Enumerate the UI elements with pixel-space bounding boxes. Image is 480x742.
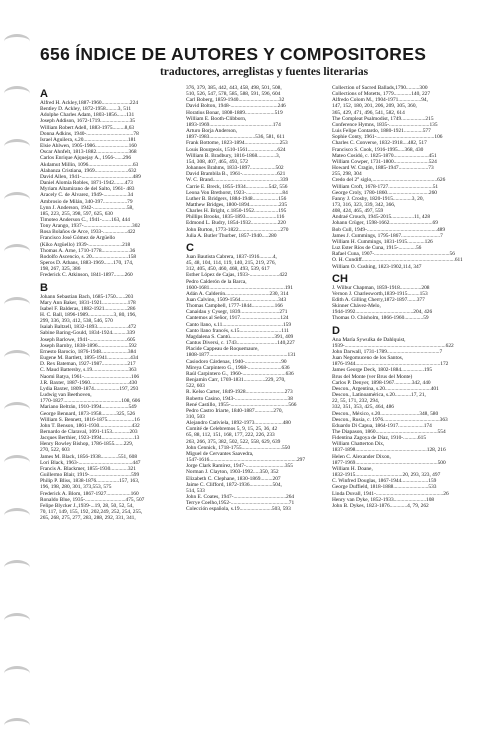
binding-ring-icon — [4, 666, 30, 681]
index-entry: Carl Boberg, 1859-1940..............................32 — [186, 97, 285, 104]
index-entry: 1832-1915...................................20, 293, 323, 497 — [332, 472, 441, 479]
index-entry: 1893-1969...............................................174 — [186, 121, 281, 128]
index-entry: Eugene M. Bartlett, 1895-1941.................434 — [40, 355, 139, 362]
index-entry: 147, 152, 180, 201, 206, 209, 305, 360, — [332, 103, 417, 110]
index-entry: Myriam Altamirano de del Salto, 1961- 483 — [40, 186, 135, 193]
binding-ring-icon — [4, 244, 30, 259]
index-entry: H. C. Ball, 1896-1989...................3, 80, 196, — [40, 312, 137, 318]
index-entry: Fidentina Zagoya de Díaz, 1910-...........615 — [332, 435, 427, 442]
index-entry: Pedro Castro Iriarte, 1840-1887..............270, — [186, 407, 283, 414]
index-entry: Horatius Bonar, 1808-1889......................519 — [186, 109, 283, 116]
index-entry: Isabel F. Balderas, 1882-1921.................286 — [40, 305, 136, 312]
index-entry: René Castillo, 1955-...........................................566 — [186, 401, 297, 408]
index-entry: Alfred H. Ackley,1887-1960.....................224 — [40, 100, 139, 106]
index-entry: George Bennard, 1873-1958...........325, 526 — [40, 410, 136, 417]
index-entry: Francisco José Gómez de Argüello — [40, 235, 116, 242]
index-entry: Colección española, s.19........................503, 593 — [186, 506, 291, 513]
index-entry: Alejandro Cativiela, 1892-1973.....................480 — [186, 420, 291, 427]
index-entry: Philip P. Bliss, 1838-1876.................157, 163, — [40, 478, 140, 485]
spiral-binding — [0, 0, 40, 742]
index-entry: Ambrosio de Milán, 340-397..................79 — [40, 198, 133, 205]
index-entry: Jacques Berthier, 1923-1994........................13 — [40, 435, 140, 442]
index-entry: Howard W. Cragin, 1885-1947......................73 — [332, 165, 434, 172]
index-entry: 510, 526, 547, 578, 585, 588, 591, 596, 604 — [186, 91, 281, 98]
index-entry: C. Winfred Douglas, 1867-1944....................159 — [332, 478, 437, 485]
index-entry: Henry Rowley Bishop, 1786-1855.......229, — [40, 441, 134, 448]
index-entry: Casiodoro Cárdenas, 1940-...........................90 — [186, 358, 287, 365]
index-entry: William E. Booth-Clibborn, — [186, 115, 247, 122]
index-entry: 514, 533 — [186, 487, 205, 494]
index-entry: 1770-1827...........................................108, 606 — [40, 398, 141, 405]
index-entry: Bernardo de Claraval, 1091-1153.............203 — [40, 428, 138, 435]
index-entry: Thomas O. Chisholm, 1866-1960..............59 — [332, 315, 429, 322]
index-entry: Tony Arango, 1937-....................................302 — [40, 223, 141, 230]
index-entry: Joseph Barnby, 1838-1896.......................592 — [40, 342, 137, 349]
index-entry: William Cowper, 1731-1800..........................524 — [332, 158, 437, 165]
index-entry: Charles H. Bright, c.1850-1952..................195 — [186, 208, 287, 215]
index-entry: Ernesto Barocio, 1876-1948....................384 — [40, 348, 136, 355]
index-entry: Joseph Barlowe, 1941-............................605 — [40, 336, 136, 343]
index-entry: James George Deck, 1802-1884.................195 — [332, 367, 433, 374]
index-entry: 1876-1944...............................................................172 — [332, 361, 449, 368]
index-entry: John T. Benson, 1861-1930........................432 — [40, 422, 140, 429]
index-entry: Edith A. Gilling Cherry,1872-1897.......377 — [332, 297, 425, 303]
index-entry: Speros D. Athans, 1883-1969.......170, 174, — [40, 260, 134, 267]
section-letter: D — [332, 324, 340, 337]
index-entry: Ludwig van Beethoven, — [40, 392, 92, 399]
index-entry: John Burton, 1773-1822...............................270 — [186, 226, 289, 233]
index-entry: Bentley D. Ackley, 1872-1958.........3, 511 — [40, 106, 132, 113]
index-entry: Cantemos al Señor, 1917..............................124 — [186, 315, 289, 322]
index-entry: Arturo Borja Anderson, — [186, 128, 238, 135]
index-entry: Descon., Argentina, s.20..................................401 — [332, 385, 439, 392]
index-entry: Alfredo Colom M., 1904-1971.................94, — [332, 97, 428, 104]
index-entry: James M. Black, 1856-1938.............551, 608 — [40, 453, 138, 460]
index-entry: 1944-1992...........................................204, 426 — [332, 309, 433, 316]
index-entry: Matthew Bridges, 1800-1894......................235 — [186, 201, 288, 208]
index-entry: The Compleat Psalmodist, 1749..................215 — [332, 115, 434, 122]
index-entry: Aracely C. de Álvarez, 1949-..................34 — [40, 192, 134, 199]
index-entry: 1808-1877..........................................................131 — [186, 352, 296, 359]
index-entry: William S. Bennett, 1816-1875....................16 — [40, 416, 140, 423]
index-entry: David Brambila B., 1961-..........................621 — [186, 171, 286, 178]
index-entry: 22, 55, 171, 232, 294, — [332, 398, 380, 405]
index-entry: John E. Coates, 1947-.......................................264 — [186, 494, 295, 500]
index-entry: 196, 198, 280, 301, 373,553, 575 — [40, 484, 112, 491]
index-entry: Sabine Baring-Gould, 1834-1924...........339 — [40, 330, 135, 337]
index-entry: Luz Ester Ríos de Cuna, 1915-.............56 — [332, 245, 422, 252]
index-entry: Carlos Enrique Ajquejay A., 1956-......296 — [40, 155, 132, 162]
index-entry: Canto llano francés, s.15...............................111 — [186, 327, 289, 334]
binding-ring-icon — [4, 192, 30, 207]
index-entry: Descon., México, s.20.............................348, 580 — [332, 410, 439, 417]
index-entry: O. H. Cundiff.....................................................................611 — [332, 257, 463, 264]
binding-ring-icon — [4, 613, 30, 628]
index-entry: Jorge Clark Ramírez, 1947-.............................355 — [186, 463, 293, 470]
index-entry: Edmond L. Budry, 1854-1932....................220 — [186, 220, 286, 227]
index-entry: 70, 117, 149, 155, 192, 202,249, 252, 254, 255, — [40, 509, 143, 515]
index-entry: Rafael Cuna, 1907-........................................................56 — [332, 251, 455, 258]
index-entry: Brus del Monte (ver Brus del Monte) — [332, 373, 413, 380]
index-entry: Descon., Rusia, c. 1976..........................................363 — [332, 416, 448, 423]
index-entry: 265, 268, 275, 277, 283, 288, 292, 331, 341, — [40, 515, 136, 522]
index-entry: Raúl Carpintero G., 1960-................................636 — [186, 370, 294, 377]
index-entry: Henry van Dyke, 1852-1933........................108 — [332, 496, 435, 503]
index-entry: William Robert Adell, 1883-1975.........8,63 — [40, 124, 135, 131]
index-entry: Mary Ann Baker, 1831-1921...................178 — [40, 299, 136, 306]
index-entry: Elsie Ahlwen, 1905-1986.........................160 — [40, 143, 137, 150]
index-entry: 1837-1898.....................................................128, 216 — [332, 447, 446, 454]
index-entry: 522, 603 — [186, 383, 205, 390]
index-entry: Mariano Beltrán, 1910-1994....................549 — [40, 404, 137, 411]
index-entry: Jaime C. Clifford, 1872-1936.................504, — [186, 481, 282, 488]
index-entry: Pedro Calderón de la Barca, — [186, 278, 247, 285]
index-entry: William H. Doane, — [332, 465, 373, 472]
index-entry: Thomas A. Arne, 1710-1778.....................36 — [40, 247, 136, 254]
binding-ring-icon — [4, 86, 30, 101]
index-entry: 270, 522, 603 — [40, 447, 70, 454]
index-entry: Ana María Sywulka de Dahlquist, — [332, 336, 406, 343]
index-entry: John B. Dykes, 1823-1876.............4, 79, 262 — [332, 502, 429, 509]
index-entry: Johannes Brahms, 1833-1897...................502 — [186, 165, 284, 172]
page-subtitle: traductores, arreglistas y fuentes literarias — [159, 66, 369, 78]
index-entry: 1600-1681........................................................191 — [186, 284, 293, 291]
index-entry: Canto llano, s.11.............................................159 — [186, 321, 292, 328]
index-entry: Johann Crüger, 1598-1662................................69 — [332, 220, 438, 227]
index-entry: Vernon J. Charlesworth,1839-1915.........153 — [332, 290, 428, 297]
section-letter: CH — [332, 272, 348, 285]
index-entry: Guillermo Blair, 1919-...............................599 — [40, 472, 140, 479]
index-entry: Magdalena S. Cantú.................................391, 409 — [186, 333, 294, 340]
index-entry: Francis A. Blackmer, 1855-1930.............321 — [40, 465, 136, 472]
index-entry: 310, 503 — [186, 413, 205, 420]
index-entry: William O. Cushing, 1823-1902,114, 347 — [332, 263, 422, 270]
index-entry: (Kiko Argüello) 1939-.........................218 — [40, 241, 131, 248]
index-entry: Juan Negomuceno de los Santos, — [332, 355, 404, 362]
index-entry: C. Maud Battersby, s.19...........................363 — [40, 367, 137, 374]
index-entry: Daniel Alomía Robles, 1871-1942........473 — [40, 180, 133, 187]
index-entry: Adán A. Calderón.................................230, 314 — [186, 290, 289, 297]
index-entry: Roberto Casino, 1943-.......................................38 — [186, 395, 293, 402]
index-entry: 1897-1983..................................536, 581, 611 — [186, 134, 285, 141]
binding-ring-icon — [4, 34, 30, 49]
index-entry: Naomi Batya, 1961-...................................106 — [40, 373, 140, 380]
index-entry: William B. Bradbury, 1816-1868..............3, — [186, 152, 281, 159]
index-entry: Timoteo Anderson C., 1941-.......163, 444 — [40, 216, 130, 223]
index-entry: Benjamín Carr, 1769-1831................229, 270, — [186, 377, 286, 384]
index-entry: David Bolton, 1948-...................................246 — [186, 103, 286, 110]
index-entry: Frederick A. Blom, 1867-1927..................160 — [40, 490, 139, 497]
index-entry: Thomas Campbell, 1777-1844.................166 — [186, 303, 283, 310]
index-entry: Johann Sebastian Bach, 1685-1750.......203 — [40, 293, 134, 300]
index-entry: Juan Calvino, 1509-1564............................343 — [186, 297, 287, 303]
index-entry: J. Wilbur Chapman, 1859-1918................208 — [332, 284, 430, 291]
index-entry: J.R. Baxter, 1887-1960.............................430 — [40, 379, 138, 386]
binding-ring-icon — [4, 455, 30, 470]
index-entry: Andraé Crouch, 1945-2015.................11, 428 — [332, 214, 431, 221]
index-entry: David Allen, 1941-......................................489 — [40, 173, 141, 180]
section-letter: A — [40, 88, 48, 100]
index-entry: Julia A. Butler Thurber, 1857-1940.....280 — [186, 232, 277, 239]
index-entry: 1939-...........................................................................622 — [332, 342, 454, 349]
index-entry: John Cennick, 1718-1755..............................550 — [186, 444, 291, 451]
index-entry: Isaiah Baltzell, 1832-1893.......................472 — [40, 324, 137, 331]
index-entry: Charles C. Converse, 1832-1918....482, 517 — [332, 140, 427, 147]
index-entry: Norman J. Clayton, 1903-1992.....350, 352 — [186, 469, 279, 476]
index-entry: 365, 429, 471, 496, 541, 582, 614 — [332, 109, 405, 116]
index-entry: Mateo Cosidó, c. 1825-1870..........................451 — [332, 152, 437, 159]
index-entry: Helen C. Alexander Dixon, — [332, 453, 391, 460]
index-entry: Joseph Addison, 1672-1719......................35 — [40, 118, 136, 125]
index-entry: Frederick C. Atkinson, 1841-1897........260 — [40, 272, 133, 279]
index-entry: Donna Adkins, 1940-...................................78 — [40, 130, 139, 137]
index-entry: Sophie Conty, 1961-...........................................106 — [332, 134, 443, 141]
index-entry: Esther López de Cajas, 1933-......................422 — [186, 272, 288, 279]
index-entry: W. C. Brand..................................................339 — [186, 177, 289, 184]
index-entry: Collections of Motetts, 1779.............140, 227 — [332, 91, 431, 98]
index-entry: Descon., Latinoamérica, s.20............17, 21, — [332, 392, 426, 399]
index-entry: Leona Von Brethorst, 1923-...........................84 — [186, 189, 288, 196]
index-entry: Lydia Baxter, 1809-1874...................197, 293 — [40, 385, 139, 392]
index-entry: Comité de Celebremos 5, 9, 15, 25, 36, 42 — [186, 426, 278, 433]
index-entry: 1547-1616.................................................................297 — [186, 457, 306, 464]
index-entry: George Croly, 1780-1860...............................260 — [332, 189, 437, 196]
section-letter: B — [40, 281, 48, 294]
index-entry: Rodolfo Ascencio, s. 20...........................158 — [40, 253, 137, 260]
binding-ring-icon — [4, 297, 30, 312]
index-entry: William Chatterton Dix, — [332, 441, 385, 448]
binding-ring-icon — [4, 718, 30, 733]
index-entry: 408, 424, 465, 497, 559 — [332, 208, 384, 215]
index-entry: The Diapason, 1860..............................................554 — [332, 428, 446, 435]
index-entry: Fanny J. Crosby, 1820-1915..............3, 20, — [332, 195, 424, 202]
index-entry: Louis Bourgeois, 1510-1561......................624 — [186, 146, 286, 153]
index-entry: 154, 308, 407, 465, 493, 572 — [186, 158, 248, 165]
section-letter: C — [186, 241, 194, 254]
binding-ring-icon — [4, 402, 30, 417]
index-entry: 312, 405, 450, 460, 468, 493, 539, 617 — [186, 266, 270, 273]
index-entry: Carlos P. Denyer, 1898-1967.............342, 440 — [332, 379, 431, 386]
index-entry: 1877-1969.............................................................500 — [332, 459, 446, 466]
index-entry: Eduardo Di Capua, 1864-1917...................174 — [332, 422, 432, 429]
index-entry: Mireya Carpintero G., 1968-.........................636 — [186, 364, 290, 371]
index-entry: Lynn J. Anderson, 1942-.........................58, — [40, 204, 134, 211]
index-entry: 45, 48, 104, 114, 119, 140, 215, 219, 276, — [186, 260, 276, 267]
index-entry: 65, 88, 112, 151, 168, 177, 222, 226, 233 — [186, 432, 275, 439]
index-entry: 173, 316, 323, 339, 342, 366, — [332, 201, 396, 208]
index-entry: George Duffield, 1818-1888..........................533 — [332, 484, 437, 491]
index-entry: Bob Cull, 1949-....................................................489 — [332, 226, 446, 233]
index-entry: Frank Bottome, 1823-1894..........................253 — [186, 140, 288, 147]
index-entry: Akdamut Millin, 1096.................................63 — [40, 161, 139, 168]
index-column-1 — [40, 85, 176, 521]
index-column-3 — [332, 85, 468, 521]
index-page — [40, 44, 468, 521]
index-entry: Elizabeth C. Clephane, 1830-1869.........207 — [186, 475, 281, 482]
index-entry: Juan Bautista Cabrera, 1837-1916..........4, — [186, 253, 277, 260]
index-entry: Skinner Chávez-Melo, — [332, 303, 381, 310]
binding-ring-icon — [4, 508, 30, 523]
binding-ring-icon — [4, 560, 30, 575]
index-entry: Terrye Coelho,1952-...........................................71 — [186, 500, 295, 507]
index-entry: 332, 351, 353, 425, 464, 486 — [332, 404, 394, 411]
index-entry: William Croft, 1678-1727.................................51 — [332, 183, 439, 190]
index-entry: 185, 223, 255, 398, 597, 625, 630 — [40, 210, 113, 217]
index-entry: 255, 298, 304 — [332, 171, 362, 178]
index-entry: 376, 379, 385, 442, 443, 458, 498, 501, 508, — [186, 85, 282, 91]
index-entry: 299, 336, 393, 412, 538, 546, 570 — [40, 318, 113, 325]
index-entry: R. Kelso Carter, 1849-1928.............................273 — [186, 389, 293, 396]
index-entry: Conference Hymns, 1835-..............................135 — [332, 121, 438, 128]
index-entry: D. Rex Bateman, 1927-1987...................217 — [40, 361, 136, 368]
index-entry: 198, 267, 325, 386 — [40, 266, 81, 273]
index-entry: Ronaldo Blue, 1935-..............................475, 507 — [40, 496, 145, 503]
index-entry: Israel Aguilera, s.20.................................181 — [40, 136, 136, 143]
index-entry: Alabanza Cristiana, 1969.........................632 — [40, 167, 137, 174]
index-entry: Collection of Sacred Ballads,1790..........300 — [332, 85, 428, 91]
binding-ring-icon — [4, 350, 30, 365]
index-entry: Luther B. Bridgers, 1884-1948...................156 — [186, 195, 287, 202]
index-entry: Felipe Blycker J.,1939-...19, 28, 50, 52, 54, — [40, 502, 134, 509]
index-column-2 — [186, 85, 322, 521]
index-entry: Placide Cappeau de Roquemaure, — [186, 346, 259, 353]
index-entry: Oscar Ahnfelt, 1813-1882........................368 — [40, 149, 137, 156]
index-entry: Carrie E. Breck, 1855-1934.................542, 556 — [186, 183, 288, 190]
index-entry: John Darwall, 1731-1789.......................................7 — [332, 348, 443, 355]
binding-ring-icon — [4, 139, 30, 154]
index-entry: Francisco S. Cook, 1916-1995.....368, 430 — [332, 146, 424, 153]
index-entry: Canaidau y Cysegr, 1839.............................271 — [186, 309, 288, 316]
index-entry: Linda Duvall, 1941-..................................................26 — [332, 490, 449, 497]
page-title: 656 ÍNDICE DE AUTORES Y COMPOSITORES — [40, 44, 427, 64]
index-entry: Luis Felipe Contardo, 1880-1921..............577 — [332, 128, 431, 135]
index-entry: Adolphe Charles Adam, 1803-1856.......131 — [40, 112, 135, 119]
index-entry: James J. Cummings, 1795-1867.............................7 — [332, 232, 443, 239]
index-entry: Rosa Bolaños de Arce, 1933-..................422 — [40, 229, 136, 236]
index-entry: William H. Cummings, 1831-1915.............126 — [332, 238, 433, 245]
index-entry: 263, 266, 375, 382, 502, 522, 558, 629, 639 — [186, 438, 281, 445]
index-entry: Lori Black, 1963-........................................447 — [40, 459, 141, 466]
index-entry: Phillips Brooks, 1835-1893.......................116 — [186, 214, 285, 221]
index-columns — [40, 85, 468, 521]
index-entry: Credo del 2° siglo,................................................626 — [332, 177, 446, 184]
index-entry: Cantus Diversi, c. 1743..............................140,227 — [186, 340, 295, 347]
index-entry: Miguel de Cervantes Saavedra, — [186, 450, 254, 457]
